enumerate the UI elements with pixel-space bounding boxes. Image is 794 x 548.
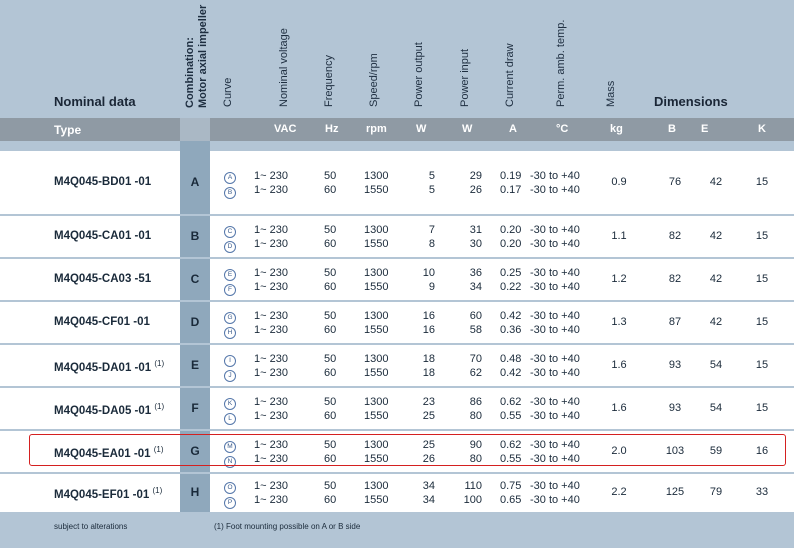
dimension-b: 93 xyxy=(668,401,682,414)
frequency xyxy=(324,395,336,423)
curve-markers xyxy=(224,479,236,509)
footnote-marker: (1) xyxy=(152,486,163,495)
temperature-value: -30 to +40 xyxy=(530,438,580,451)
curve-markers xyxy=(224,266,236,296)
current-draw xyxy=(500,223,521,251)
frequency-value: 60 xyxy=(324,494,337,506)
type-unit: Type xyxy=(54,123,82,137)
frequency-value: 50 xyxy=(324,438,337,451)
dimension-k: 15 xyxy=(755,315,769,328)
speed xyxy=(364,169,388,197)
speed-value: 1550 xyxy=(364,409,389,422)
curve-markers xyxy=(224,169,236,199)
power-output-value: 23 xyxy=(422,395,435,408)
type-label: M4Q045-CA03 -51 xyxy=(54,272,152,285)
curve-marker-icon: O xyxy=(224,482,236,494)
frequency-value: 50 xyxy=(324,395,337,408)
curve-markers xyxy=(224,352,236,382)
table-row xyxy=(0,216,794,257)
curve-markers xyxy=(224,395,236,425)
frequency xyxy=(324,479,336,507)
voltage-value: 1~ 230 xyxy=(254,169,288,182)
w-out-unit: W xyxy=(416,123,427,135)
curve-marker-icon: C xyxy=(224,226,236,238)
power-output-value: 16 xyxy=(422,309,435,322)
frequency xyxy=(324,169,336,197)
temperature-value: -30 to +40 xyxy=(530,323,580,336)
mass-value: 2.2 xyxy=(611,486,627,498)
type-name xyxy=(54,273,151,285)
dimension-k: 15 xyxy=(755,175,769,188)
dimension-b: 125 xyxy=(665,486,685,498)
power-output xyxy=(405,309,435,337)
current-draw-value: 0.20 xyxy=(500,237,522,250)
dimension-e: 42 xyxy=(709,272,723,285)
current-draw-value: 0.75 xyxy=(500,480,522,492)
type-name xyxy=(54,486,162,501)
dimension-b: 103 xyxy=(665,444,685,457)
current-draw-value: 0.36 xyxy=(500,323,522,336)
voltage-value: 1~ 230 xyxy=(254,409,288,422)
temperature-value: -30 to +40 xyxy=(530,309,580,322)
voltage-value: 1~ 230 xyxy=(254,480,288,492)
vac-unit: VAC xyxy=(274,123,297,135)
dimension-b: 76 xyxy=(668,175,682,188)
temperature-value: -30 to +40 xyxy=(530,395,580,408)
power-output xyxy=(405,479,435,507)
power-output-value: 25 xyxy=(422,438,435,451)
voltage xyxy=(254,223,288,251)
voltage-value: 1~ 230 xyxy=(254,494,288,506)
mass-value: 1.3 xyxy=(611,315,627,328)
curve-marker-icon: P xyxy=(224,497,236,509)
unit-bar xyxy=(0,118,794,141)
e-unit: E xyxy=(701,123,709,135)
power-output-value: 34 xyxy=(422,494,435,506)
current-draw xyxy=(500,395,521,423)
dimension-k: 15 xyxy=(755,358,769,371)
frequency-value: 60 xyxy=(324,237,337,250)
type-name xyxy=(54,316,150,328)
type-label: M4Q045-DA01 -01 xyxy=(54,361,152,374)
curve-marker-icon: D xyxy=(224,241,236,253)
combination-letter: C xyxy=(190,271,200,286)
speed-value: 1550 xyxy=(364,494,389,506)
temperature-value: -30 to +40 xyxy=(530,237,580,250)
power-output xyxy=(405,169,435,197)
current-draw-value: 0.25 xyxy=(500,266,522,279)
power-output-heading: Power output xyxy=(413,42,425,107)
combination-letter: F xyxy=(191,400,199,415)
type-label: M4Q045-CA01 -01 xyxy=(54,229,152,242)
current-draw-value: 0.48 xyxy=(500,352,522,365)
frequency-value: 60 xyxy=(324,452,337,465)
dimension-b: 82 xyxy=(668,229,682,242)
power-input xyxy=(452,479,482,507)
current-draw xyxy=(500,266,521,294)
speed-value: 1550 xyxy=(364,452,389,465)
speed-value: 1550 xyxy=(364,183,389,196)
voltage-value: 1~ 230 xyxy=(254,438,288,451)
power-output xyxy=(405,352,435,380)
nominal-data-title: Nominal data xyxy=(54,94,136,109)
power-output-value: 34 xyxy=(422,480,435,492)
curve-marker-icon: M xyxy=(224,441,236,453)
power-output-value: 7 xyxy=(428,223,435,236)
k-unit: K xyxy=(758,123,766,135)
curve-markers xyxy=(224,309,236,339)
speed-value: 1300 xyxy=(364,266,389,279)
voltage xyxy=(254,169,288,197)
speed-value: 1300 xyxy=(364,309,389,322)
curve-marker-icon: F xyxy=(224,284,236,296)
current-draw-value: 0.19 xyxy=(500,169,522,182)
combination-heading: Combination: xyxy=(184,37,196,108)
dimension-e: 54 xyxy=(709,358,723,371)
power-output-value: 16 xyxy=(422,323,435,336)
current-draw-value: 0.42 xyxy=(500,366,522,379)
power-input-value: 26 xyxy=(469,183,482,196)
dimension-e: 42 xyxy=(709,315,723,328)
current-draw-value: 0.62 xyxy=(500,395,522,408)
w-in-unit: W xyxy=(462,123,473,135)
curve-marker-icon: B xyxy=(224,187,236,199)
power-output-value: 5 xyxy=(428,169,435,182)
voltage xyxy=(254,352,288,380)
type-label: M4Q045-EF01 -01 xyxy=(54,488,150,501)
frequency-value: 60 xyxy=(324,280,337,293)
voltage-value: 1~ 230 xyxy=(254,309,288,322)
current-draw xyxy=(500,309,521,337)
power-input xyxy=(452,395,482,423)
curve-marker-icon: E xyxy=(224,269,236,281)
frequency xyxy=(324,309,336,337)
table-row xyxy=(0,388,794,429)
speed xyxy=(364,479,388,507)
current-draw-value: 0.55 xyxy=(500,409,522,422)
curve-marker-icon: G xyxy=(224,312,236,324)
temperature-value: -30 to +40 xyxy=(530,280,580,293)
hz-unit: Hz xyxy=(325,123,339,135)
frequency-value: 60 xyxy=(324,323,337,336)
dimension-k: 15 xyxy=(755,272,769,285)
curve-marker-icon: H xyxy=(224,327,236,339)
frequency-value: 50 xyxy=(324,480,337,492)
frequency xyxy=(324,352,336,380)
speed xyxy=(364,309,388,337)
type-label: M4Q045-BD01 -01 xyxy=(54,175,152,188)
current-draw-value: 0.62 xyxy=(500,438,522,451)
voltage-value: 1~ 230 xyxy=(254,280,288,293)
table-row xyxy=(0,302,794,343)
speed-value: 1550 xyxy=(364,366,389,379)
dimension-b: 82 xyxy=(668,272,682,285)
nominal-voltage-heading: Nominal voltage xyxy=(278,28,290,107)
power-input xyxy=(452,352,482,380)
power-output-value: 9 xyxy=(428,280,435,293)
speed xyxy=(364,223,388,251)
dimension-e: 79 xyxy=(709,486,723,498)
current-draw-value: 0.65 xyxy=(500,494,522,506)
speed-value: 1300 xyxy=(364,438,389,451)
curve-marker-icon: K xyxy=(224,398,236,410)
current-draw xyxy=(500,352,521,380)
power-output-value: 10 xyxy=(422,266,435,279)
temperature xyxy=(530,479,580,507)
combination-letter: D xyxy=(190,314,200,329)
speed-value: 1300 xyxy=(364,169,389,182)
temperature-value: -30 to +40 xyxy=(530,494,580,506)
temperature-value: -30 to +40 xyxy=(530,266,580,279)
power-output-value: 26 xyxy=(422,452,435,465)
footnote-marker: (1) xyxy=(153,444,164,454)
footnote-marker: (1) xyxy=(154,401,165,411)
current-draw xyxy=(500,169,521,197)
voltage-value: 1~ 230 xyxy=(254,223,288,236)
frequency-value: 50 xyxy=(324,169,337,182)
speed xyxy=(364,352,388,380)
voltage-value: 1~ 230 xyxy=(254,366,288,379)
frequency-value: 50 xyxy=(324,309,337,322)
dimension-e: 54 xyxy=(709,401,723,414)
power-input xyxy=(452,223,482,251)
combination-unit-cell xyxy=(180,118,210,141)
frequency xyxy=(324,223,336,251)
voltage-value: 1~ 230 xyxy=(254,237,288,250)
power-output-value: 25 xyxy=(422,409,435,422)
combination-letter: A xyxy=(190,174,200,189)
dimension-k: 15 xyxy=(755,401,769,414)
subject-to-alterations: subject to alterations xyxy=(54,522,128,531)
mass-value: 0.9 xyxy=(611,175,627,188)
temperature-value: -30 to +40 xyxy=(530,366,580,379)
rpm-unit: rpm xyxy=(366,123,387,135)
current-draw xyxy=(500,479,521,507)
dimension-e: 59 xyxy=(709,444,723,457)
type-label: M4Q045-EA01 -01 xyxy=(54,447,151,460)
table-row xyxy=(0,345,794,386)
power-input-heading: Power input xyxy=(459,48,471,107)
speed xyxy=(364,266,388,294)
power-input-value: 29 xyxy=(469,169,482,182)
curve-marker-icon: A xyxy=(224,172,236,184)
power-input-value: 80 xyxy=(469,452,482,465)
current-draw-value: 0.55 xyxy=(500,452,522,465)
mass-value: 1.1 xyxy=(611,229,627,242)
voltage-value: 1~ 230 xyxy=(254,352,288,365)
speed-heading: Speed/rpm xyxy=(368,53,380,107)
power-input-value: 90 xyxy=(469,438,482,451)
perm-amb-temp-heading: Perm. amb. temp. xyxy=(555,19,567,107)
kg-unit: kg xyxy=(610,123,623,135)
power-output xyxy=(405,395,435,423)
temperature xyxy=(530,352,580,380)
b-unit: B xyxy=(668,123,676,135)
dimension-k: 15 xyxy=(755,229,769,242)
power-input-value: 36 xyxy=(469,266,482,279)
power-input-value: 31 xyxy=(469,223,482,236)
temperature xyxy=(530,169,580,197)
table-row xyxy=(0,474,794,512)
power-input-value: 58 xyxy=(469,323,482,336)
dimensions-title: Dimensions xyxy=(654,94,728,109)
power-input xyxy=(452,169,482,197)
speed-value: 1300 xyxy=(364,352,389,365)
power-input-value: 80 xyxy=(469,409,482,422)
power-input xyxy=(452,309,482,337)
temperature-value: -30 to +40 xyxy=(530,183,580,196)
frequency xyxy=(324,266,336,294)
curve-heading: Curve xyxy=(222,77,234,107)
curve-marker-icon: L xyxy=(224,413,236,425)
dimension-b: 93 xyxy=(668,358,682,371)
mass-heading: Mass xyxy=(605,80,617,107)
curve-marker-icon: I xyxy=(224,355,236,367)
dimension-k: 16 xyxy=(755,444,769,457)
temperature xyxy=(530,266,580,294)
highlight-box xyxy=(29,434,786,466)
mass-value: 1.6 xyxy=(611,358,627,371)
temperature-value: -30 to +40 xyxy=(530,452,580,465)
temperature-value: -30 to +40 xyxy=(530,169,580,182)
power-input xyxy=(452,266,482,294)
speed-value: 1550 xyxy=(364,323,389,336)
table-row xyxy=(0,151,794,214)
frequency-value: 50 xyxy=(324,223,337,236)
dimension-e: 42 xyxy=(709,175,723,188)
temperature xyxy=(530,395,580,423)
mass-value: 2.0 xyxy=(611,444,627,457)
type-label: M4Q045-CF01 -01 xyxy=(54,315,150,328)
temperature-value: -30 to +40 xyxy=(530,480,580,492)
speed-value: 1300 xyxy=(364,223,389,236)
type-label: M4Q045-DA05 -01 xyxy=(54,404,152,417)
table-header xyxy=(0,0,794,118)
speed xyxy=(364,395,388,423)
voltage-value: 1~ 230 xyxy=(254,183,288,196)
temperature-value: -30 to +40 xyxy=(530,409,580,422)
type-name xyxy=(54,230,151,242)
frequency-value: 60 xyxy=(324,409,337,422)
curve-marker-icon: J xyxy=(224,370,236,382)
power-input-value: 34 xyxy=(469,280,482,293)
frequency-value: 50 xyxy=(324,352,337,365)
power-output-value: 18 xyxy=(422,352,435,365)
power-input-value: 110 xyxy=(464,480,482,492)
temperature-value: -30 to +40 xyxy=(530,352,580,365)
combination-letter: H xyxy=(190,485,200,499)
temperature xyxy=(530,309,580,337)
a-unit: A xyxy=(509,123,517,135)
dimension-b: 87 xyxy=(668,315,682,328)
voltage xyxy=(254,309,288,337)
current-draw-value: 0.42 xyxy=(500,309,522,322)
type-name xyxy=(54,359,164,374)
mass-value: 1.6 xyxy=(611,401,627,414)
power-input-value: 70 xyxy=(469,352,482,365)
speed-value: 1300 xyxy=(364,480,389,492)
table-row xyxy=(0,259,794,300)
voltage-value: 1~ 230 xyxy=(254,323,288,336)
footnote: (1) Foot mounting possible on A or B side xyxy=(214,522,361,531)
speed-value: 1550 xyxy=(364,237,389,250)
power-input-value: 100 xyxy=(463,494,482,506)
power-input-value: 62 xyxy=(469,366,482,379)
power-input-value: 86 xyxy=(469,395,482,408)
dimension-e: 42 xyxy=(709,229,723,242)
voltage-value: 1~ 230 xyxy=(254,266,288,279)
speed-value: 1300 xyxy=(364,395,389,408)
temperature-value: -30 to +40 xyxy=(530,223,580,236)
mass-value: 1.2 xyxy=(611,272,627,285)
power-output-value: 8 xyxy=(428,237,435,250)
power-output-value: 5 xyxy=(428,183,435,196)
current-draw-heading: Current draw xyxy=(504,43,516,107)
combination-letter: B xyxy=(190,228,200,243)
combination-letter: E xyxy=(190,357,199,372)
power-input-value: 30 xyxy=(469,237,482,250)
voltage-value: 1~ 230 xyxy=(254,452,288,465)
type-name xyxy=(54,402,164,417)
frequency-value: 60 xyxy=(324,366,337,379)
current-draw-value: 0.17 xyxy=(500,183,522,196)
voltage xyxy=(254,266,288,294)
combination-letter: G xyxy=(190,443,200,458)
power-output xyxy=(405,223,435,251)
current-draw-value: 0.22 xyxy=(500,280,522,293)
frequency-value: 60 xyxy=(324,183,337,196)
temperature xyxy=(530,223,580,251)
power-output-value: 18 xyxy=(422,366,435,379)
curve-markers xyxy=(224,223,236,253)
voltage-value: 1~ 230 xyxy=(254,395,288,408)
dimension-k: 33 xyxy=(755,486,769,498)
celsius-unit: °C xyxy=(556,123,569,135)
power-input-value: 60 xyxy=(469,309,482,322)
frequency-heading: Frequency xyxy=(323,55,335,107)
power-output xyxy=(405,266,435,294)
current-draw-value: 0.20 xyxy=(500,223,522,236)
speed-value: 1550 xyxy=(364,280,389,293)
curve-marker-icon: N xyxy=(224,456,236,468)
footnote-marker: (1) xyxy=(154,358,165,368)
frequency-value: 50 xyxy=(324,266,337,279)
voltage xyxy=(254,479,288,507)
type-name xyxy=(54,176,151,188)
motor-axial-heading: Motor axial impeller xyxy=(197,4,209,108)
voltage xyxy=(254,395,288,423)
